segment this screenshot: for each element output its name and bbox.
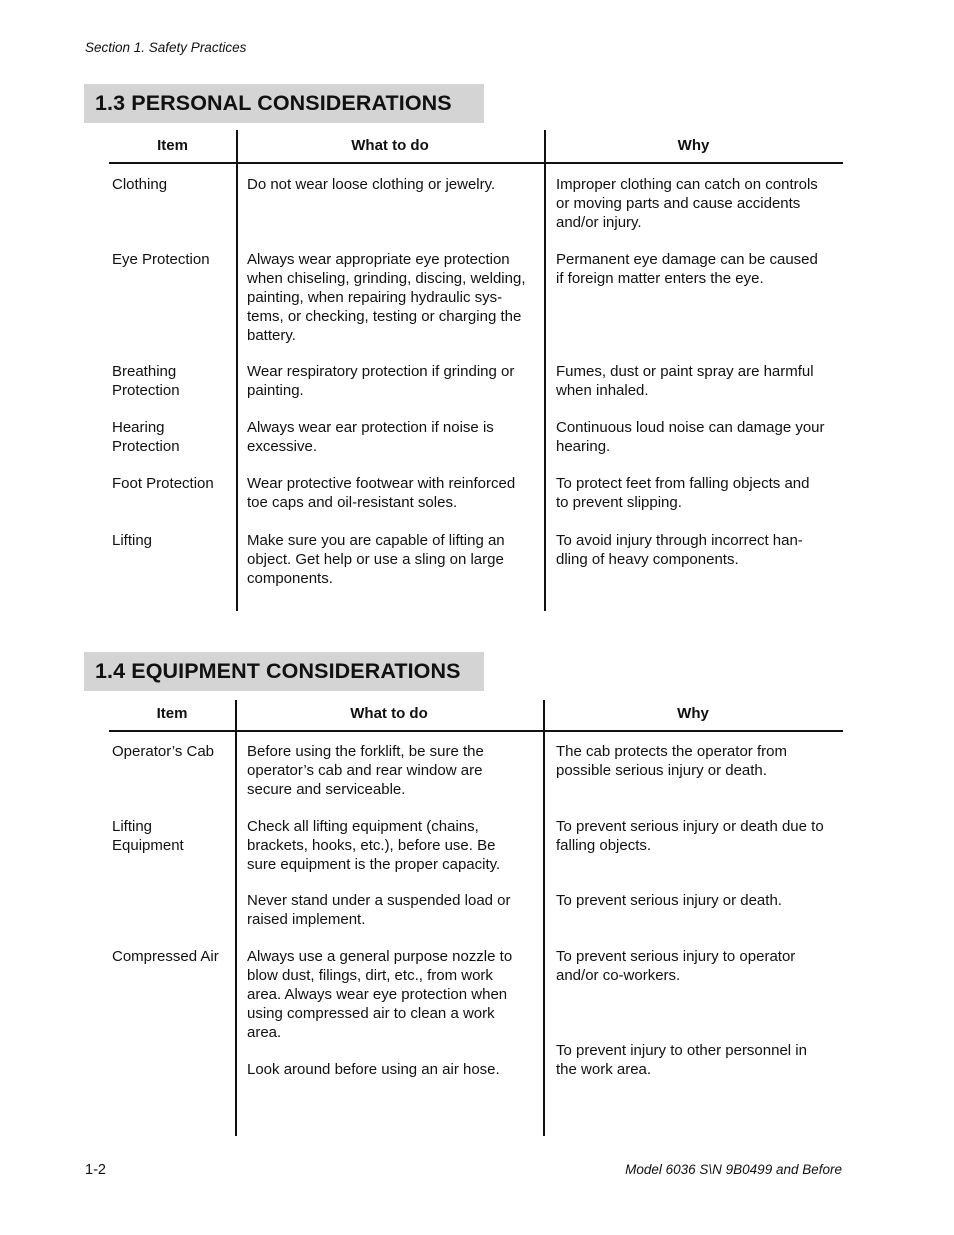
row-item: Clothing bbox=[112, 176, 168, 193]
personal-considerations-table bbox=[109, 130, 843, 611]
row-why: Permanent eye damage can be caused if foreign matter enters the eye. bbox=[556, 251, 818, 287]
column-divider bbox=[544, 130, 546, 611]
row-what-to-do: Always wear ear protection if noise is excessive. bbox=[247, 419, 494, 455]
section-title: 1.3 PERSONAL CONSIDERATIONS bbox=[95, 91, 452, 115]
header-rule bbox=[109, 162, 843, 164]
row-item: Hearing Protection bbox=[112, 419, 180, 455]
column-header-item: Item bbox=[157, 137, 188, 154]
section-title: 1.4 EQUIPMENT CONSIDERATIONS bbox=[95, 659, 461, 683]
row-why: Improper clothing can catch on controls or moving parts and cause accidents and/or injury. bbox=[556, 176, 818, 231]
model-footer: Model 6036 S\N 9B0499 and Before bbox=[625, 1162, 842, 1177]
page-number: 1-2 bbox=[85, 1162, 106, 1178]
section-heading-bar bbox=[84, 652, 484, 691]
column-divider bbox=[235, 700, 237, 1136]
column-divider bbox=[236, 130, 238, 611]
row-what-to-do: Wear respiratory protection if grinding or painting. bbox=[247, 363, 515, 399]
header-rule bbox=[109, 730, 843, 732]
row-what-to-do: Always use a general purpose nozzle to blow dust, filings, dirt, etc., from work area. Always wear eye protection when using compressed air to clean a work area. bbox=[247, 948, 513, 1041]
column-header-why: Why bbox=[677, 705, 709, 722]
row-what-to-do: Make sure you are capable of lifting an object. Get help or use a sling on large components. bbox=[247, 532, 505, 587]
section-heading-bar bbox=[84, 84, 484, 123]
row-what-to-do: Check all lifting equipment (chains, brackets, hooks, etc.), before use. Be sure equipment is the proper capacity. bbox=[247, 818, 501, 873]
row-what-to-do: Always wear appropriate eye protection when chiseling, grinding, discing, welding, painting, when repairing hydraulic sys- tems, or checking, testing or charging the battery. bbox=[247, 251, 526, 344]
row-what-to-do: Before using the forklift, be sure the operator’s cab and rear window are secure and serviceable. bbox=[247, 743, 484, 798]
row-what-to-do: Do not wear loose clothing or jewelry. bbox=[247, 176, 496, 193]
row-why: Continuous loud noise can damage your hearing. bbox=[556, 419, 825, 455]
row-why: To prevent serious injury or death. bbox=[556, 892, 782, 909]
row-why: To protect feet from falling objects and to prevent slipping. bbox=[556, 475, 810, 511]
row-what-to-do: Never stand under a suspended load or raised implement. bbox=[247, 892, 511, 928]
column-header-item: Item bbox=[156, 705, 188, 722]
row-why: To prevent serious injury or death due to falling objects. bbox=[556, 818, 824, 854]
row-item: Eye Protection bbox=[112, 251, 210, 268]
row-why: To prevent serious injury to operator and/or co-workers. bbox=[556, 948, 796, 984]
row-item: Lifting Equipment bbox=[112, 818, 184, 854]
column-divider bbox=[543, 700, 545, 1136]
row-why: Fumes, dust or paint spray are harmful when inhaled. bbox=[556, 363, 814, 399]
row-item: Operator’s Cab bbox=[112, 743, 214, 760]
row-item: Lifting bbox=[112, 532, 153, 549]
row-what-to-do: Look around before using an air hose. bbox=[247, 1061, 500, 1078]
row-why: The cab protects the operator from possible serious injury or death. bbox=[556, 743, 787, 779]
row-item: Breathing Protection bbox=[112, 363, 180, 399]
row-item: Foot Protection bbox=[112, 475, 214, 492]
column-header-why: Why bbox=[677, 137, 710, 154]
running-header: Section 1. Safety Practices bbox=[85, 40, 247, 55]
column-header-what-to-do: What to do bbox=[351, 137, 429, 154]
row-item: Compressed Air bbox=[112, 948, 219, 965]
row-why: To avoid injury through incorrect han- dling of heavy components. bbox=[556, 532, 803, 568]
row-why: To prevent injury to other personnel in the work area. bbox=[556, 1042, 807, 1078]
row-what-to-do: Wear protective footwear with reinforced toe caps and oil-resistant soles. bbox=[247, 475, 516, 511]
column-header-what-to-do: What to do bbox=[350, 705, 428, 722]
equipment-considerations-table bbox=[109, 698, 843, 1136]
